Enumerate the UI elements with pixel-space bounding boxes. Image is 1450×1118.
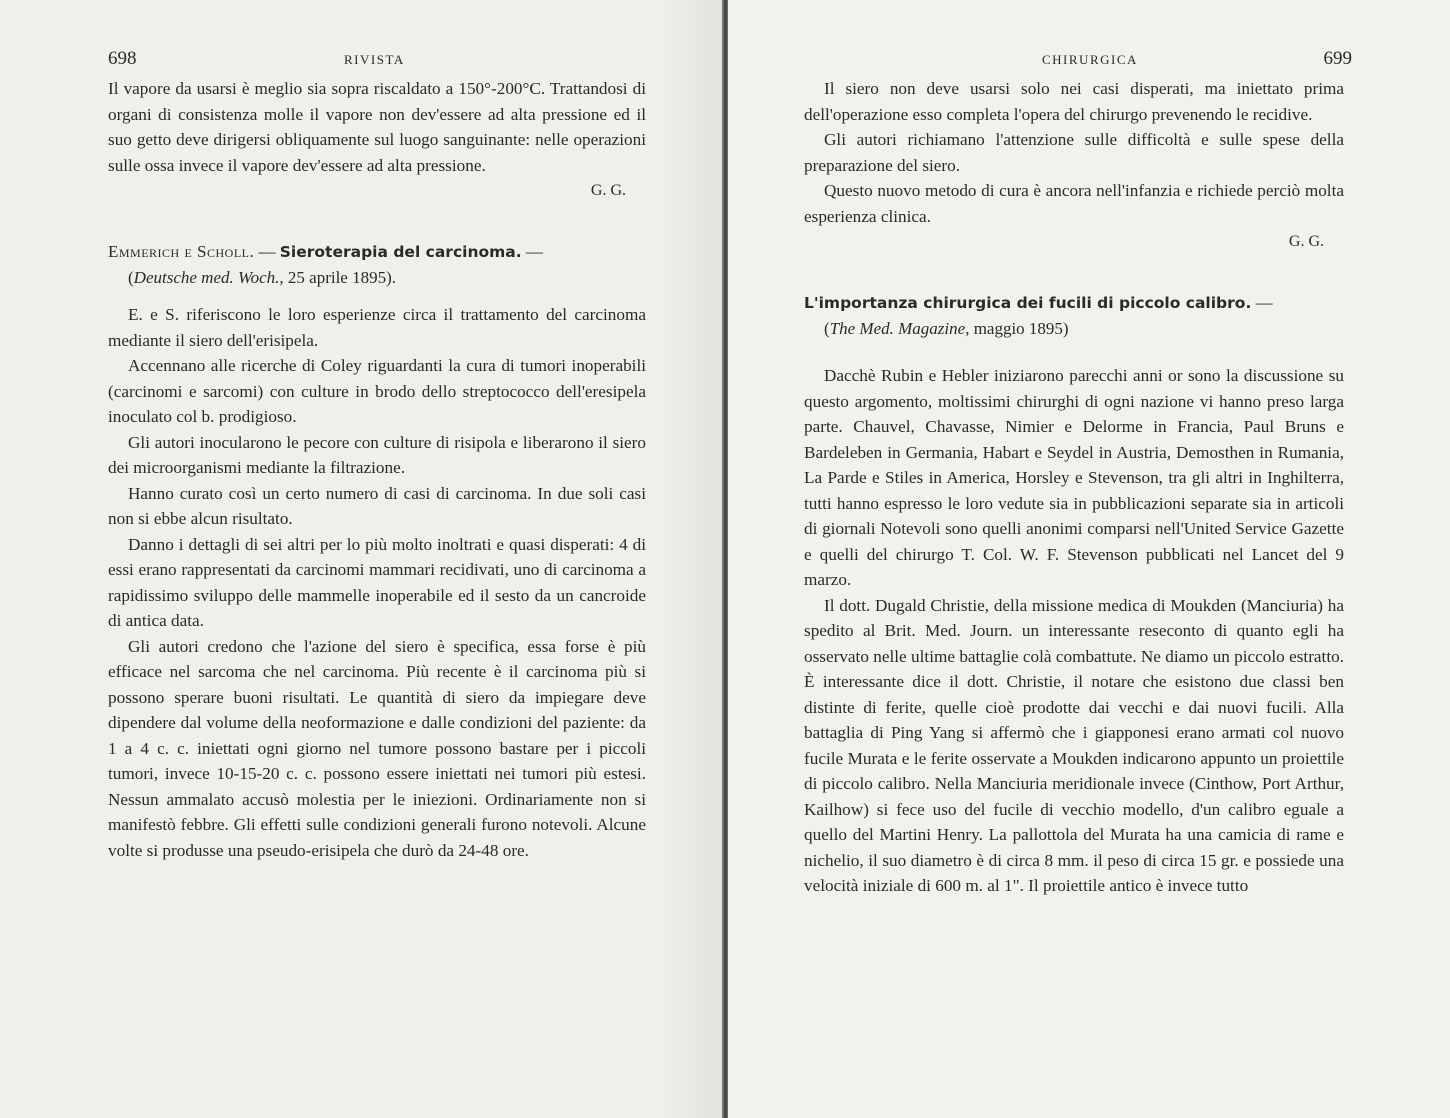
page-number: 698 <box>108 48 137 69</box>
left-text-column <box>108 40 646 863</box>
body-paragraph: Hanno curato così un certo numero di casi di carcinoma. In due soli casi non si ebbe alcun risultato. <box>108 483 646 528</box>
source-date: , 25 aprile 1895). <box>279 268 397 287</box>
source-paren: ( <box>128 268 134 287</box>
body-paragraph: Gli autori inocularono le pecore con culture di risipola e liberarono il siero dei microorganismi mediante la filtrazione. <box>108 432 646 477</box>
running-head: RIVISTA <box>344 52 405 67</box>
signature: G. G. <box>1288 233 1324 250</box>
body-paragraph: Dacchè Rubin e Hebler iniziarono parecchi anni or sono la discussione su questo argomento, moltissimi chirurghi di ogni nazione vi hanno preso larga parte. Chauvel, Chavasse, Nimier e Delorme in Francia, Paul Bruns e Bardeleben in Germania, Habart e Seydel in Austria, Demosthen in Rumania, La Parde e Stiles in America, Horsley e Stevenson, tra gli altri in Inghilterra, tutti hanno espresso le loro vedute sia in pubblicazioni separate sia in articoli di giornali Notevoli sono quelli anonimi comparsi nell'United Service Gazette e quelli del chirurgo T. Col. W. F. Stevenson pubblicati nel Lancet del 9 marzo. <box>804 366 1344 589</box>
title-dash: — <box>1251 293 1273 312</box>
article-source <box>804 316 1344 341</box>
body-paragraph: Il siero non deve usarsi solo nei casi disperati, ma iniettato prima dell'operazione esso completa l'opera del chirurgo prevenendo le recidive. <box>804 79 1344 124</box>
article-title: L'importanza chirurgica dei fucili di piccolo calibro. <box>804 294 1252 312</box>
body-paragraph: Gli autori richiamano l'attenzione sulle difficoltà e sulle spese della preparazione del siero. <box>804 130 1344 175</box>
body-paragraph: Danno i dettagli di sei altri per lo più molto inoltrati e quasi disperati: 4 di essi erano rappresentati da carcinomi mammari recidivati, uno di carcinoma a rapidissimo sviluppo delle mammelle inoperabile ed il sesto da un cancroide di antica data. <box>108 534 646 630</box>
source-date: , maggio 1895) <box>965 319 1069 338</box>
article-heading <box>108 239 646 265</box>
article-heading <box>804 290 1344 316</box>
signature: G. G. <box>590 182 626 199</box>
article-title: Sieroterapia del carcinoma. <box>279 243 522 261</box>
right-page-header <box>804 40 1352 76</box>
source-journal: The Med. Magazine <box>829 319 966 338</box>
left-page <box>0 0 724 1118</box>
article-source <box>108 265 646 290</box>
left-page-header <box>108 40 646 76</box>
running-head: CHIRURGICA <box>1042 52 1138 67</box>
article-authors: Emmerich e Scholl. <box>108 242 255 261</box>
intro-paragraph: Il vapore da usarsi è meglio sia sopra riscaldato a 150°-200°C. Trattandosi di organi di consistenza molle il vapore non dev'essere ad alta pressione ed il suo getto deve dirigersi obliquamente sul luogo sanguinante: nelle operazioni sulle ossa invece il vapore dev'essere ad alta pressione. <box>108 79 646 175</box>
right-page <box>728 0 1450 1118</box>
right-text-column <box>804 40 1352 899</box>
body-paragraph: E. e S. riferiscono le loro esperienze circa il trattamento del carcinoma mediante il siero dell'erisipela. <box>108 305 646 350</box>
page-number: 699 <box>1323 48 1352 69</box>
body-paragraph: Il dott. Dugald Christie, della missione medica di Moukden (Manciuria) ha spedito al Brit. Med. Journ. un interessante reseconto di quanto egli ha osservato nelle ultime battaglie colà combattute. Ne diamo un piccolo estratto. È interessante dice il dott. Christie, il notare che esistono due classi ben distinte di ferite, quelle cioè prodotte dai vecchi e dai nuovi fucili. Alla battaglia di Ping Yang si affermò che i giapponesi erano armati col nuovo fucile Murata e le ferite osservate a Moukden indicarono appunto un proiettile di piccolo calibro. Nella Manciuria meridionale invece (Cinthow, Port Arthur, Kailhow) si fece uso del fucile di vecchio modello, d'un calibro eguale a quello del Martini Henry. La pallottola del Murata ha una camicia di rame e nichelio, il suo diametro è di circa 8 mm. il peso di circa 15 gr. e possiede una velocità iniziale di 600 m. al 1". Il proiettile antico è invece tutto <box>804 595 1344 895</box>
title-dash: — <box>521 242 543 261</box>
body-paragraph: Gli autori credono che l'azione del siero è specifica, essa forse è più efficace nel sarcoma che nel carcinoma. Più recente è il carcinoma più si possono sperare buoni risultati. Le quantità di siero da impiegare deve dipendere dal volume della neoformazione e dalle condizioni del paziente: da 1 a 4 c. c. iniettati ogni giorno nel tumore possono bastare per i piccoli tumori, invece 10-15-20 c. c. possono essere iniettati nei tumori più estesi. Nessun ammalato accusò molestia per le iniezioni. Ordinariamente non si manifestò febbre. Gli effetti sulle condizioni generali furono notevoli. Alcune volte si produsse una pseudo-erisipela che durò da 24-48 ore. <box>108 636 646 860</box>
body-paragraph: Questo nuovo metodo di cura è ancora nell'infanzia e richiede perciò molta esperienza clinica. <box>804 181 1344 226</box>
heading-dash: — <box>254 242 280 261</box>
body-paragraph: Accennano alle ricerche di Coley riguardanti la cura di tumori inoperabili (carcinomi e sarcomi) con culture in brodo dello streptococco dell'eresipela inoculato col b. prodigioso. <box>108 356 646 426</box>
source-journal: Deutsche med. Woch. <box>133 268 280 287</box>
source-paren: ( <box>824 319 830 338</box>
